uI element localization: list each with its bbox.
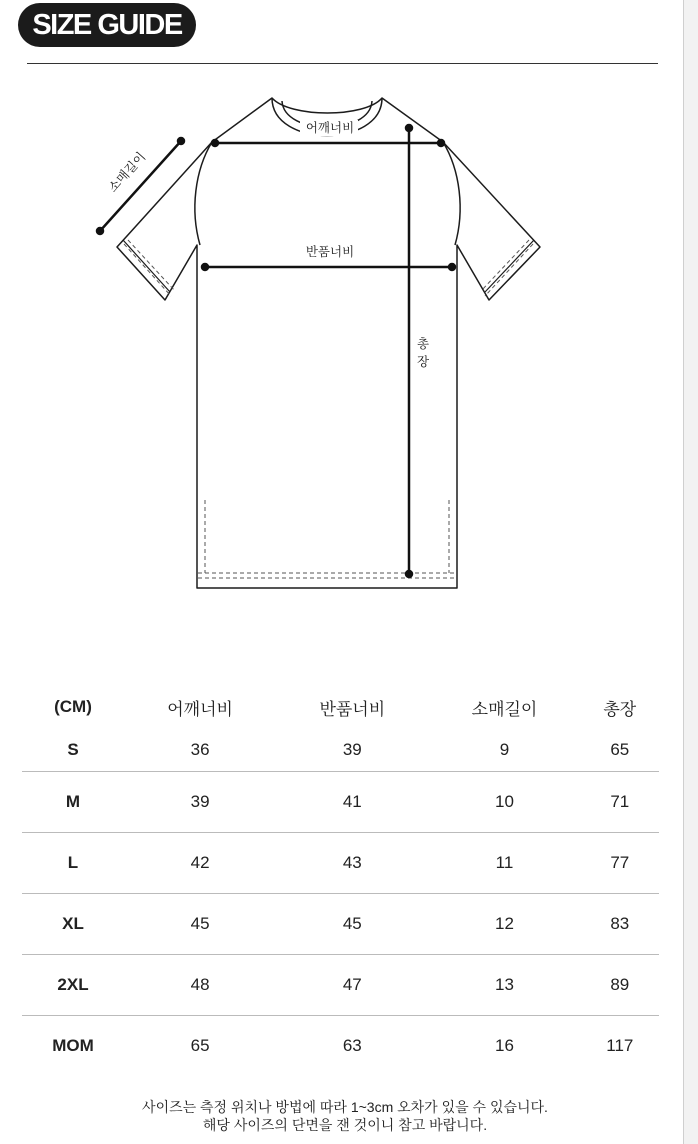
table-row — [22, 894, 659, 955]
value-cell: 45 — [276, 894, 428, 955]
table-row — [22, 772, 659, 833]
page-title: SIZE GUIDE — [18, 3, 196, 47]
size-cell: L — [22, 833, 124, 894]
column-header-shoulder: 어깨너비 — [167, 699, 233, 719]
unit-label: (CM) — [54, 697, 92, 716]
column-header-chest: 반품너비 — [319, 699, 386, 719]
shoulder-label: 어깨너비 — [305, 120, 355, 135]
value-cell: 89 — [581, 955, 659, 1016]
measurement-note-2: 해당 사이즈의 단면을 잰 것이니 참고 바랍니다. — [202, 1117, 488, 1133]
tshirt-outline — [117, 98, 540, 588]
title-divider — [27, 63, 658, 64]
size-cell: S — [22, 729, 124, 772]
value-cell: 42 — [124, 833, 276, 894]
length-label-bottom: 장 — [416, 354, 430, 369]
value-cell: 117 — [606, 1036, 634, 1055]
value-cell: 39 — [276, 729, 428, 772]
size-cell: XL — [22, 894, 124, 955]
value-cell: 41 — [276, 772, 428, 833]
value-cell: 65 — [581, 729, 659, 772]
value-cell: 45 — [124, 894, 276, 955]
value-cell: 12 — [428, 894, 580, 955]
size-cell: M — [22, 772, 124, 833]
value-cell: 11 — [428, 833, 580, 894]
value-cell: 39 — [124, 772, 276, 833]
value-cell: 36 — [124, 729, 276, 772]
value-cell: 9 — [428, 729, 580, 772]
size-cell: MOM — [52, 1036, 94, 1055]
size-cell: 2XL — [22, 955, 124, 1016]
size-table — [22, 685, 659, 1076]
value-cell: 71 — [581, 772, 659, 833]
table-row — [22, 729, 659, 772]
table-row — [22, 1016, 659, 1077]
value-cell: 43 — [276, 833, 428, 894]
value-cell: 47 — [276, 955, 428, 1016]
value-cell: 10 — [428, 772, 580, 833]
measurement-note: 사이즈는 측정 위치나 방법에 따라 1~3cm 오차가 있을 수 있습니다. — [142, 1099, 548, 1115]
column-header-sleeve: 소매길이 — [471, 699, 538, 719]
value-cell: 13 — [428, 955, 580, 1016]
table-row — [22, 955, 659, 1016]
value-cell: 48 — [124, 955, 276, 1016]
table-header-row — [22, 685, 659, 729]
value-cell: 63 — [342, 1036, 362, 1055]
length-label-top: 총 — [416, 336, 430, 351]
value-cell: 83 — [581, 894, 659, 955]
value-cell: 65 — [190, 1036, 210, 1055]
table-row — [22, 833, 659, 894]
sleeve-label: 소매길이 — [104, 149, 149, 195]
value-cell: 77 — [581, 833, 659, 894]
value-cell: 16 — [495, 1036, 514, 1055]
column-header-length: 총장 — [603, 699, 637, 719]
scrollbar-track[interactable] — [683, 0, 698, 1144]
tshirt-diagram — [0, 70, 660, 600]
chest-label: 반품너비 — [305, 244, 355, 259]
